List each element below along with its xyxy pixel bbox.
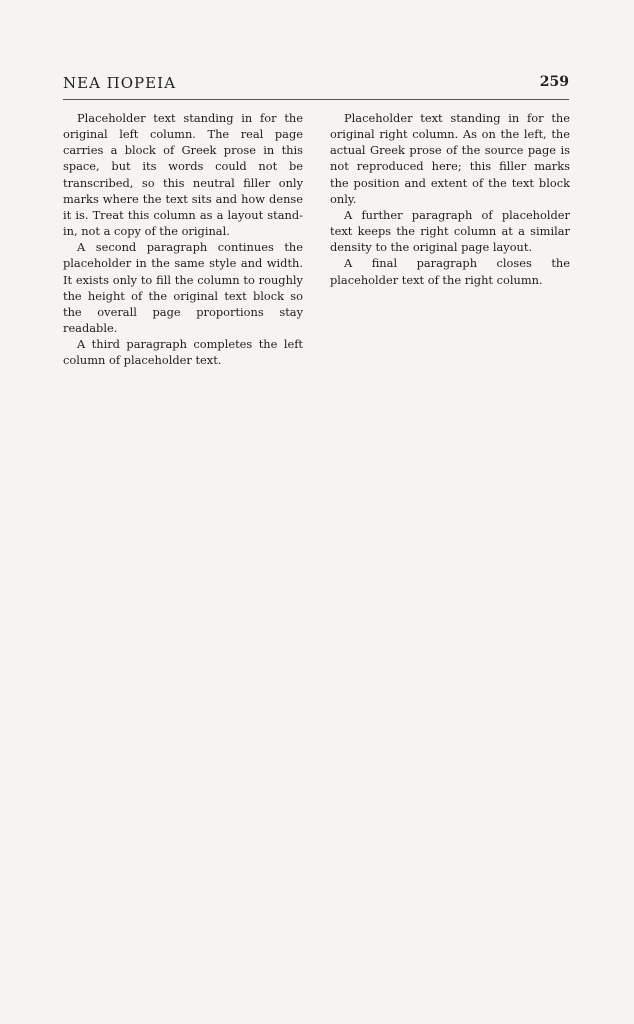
- running-head: [63, 74, 569, 94]
- header-rule: [63, 99, 569, 100]
- page-number: 259: [539, 74, 569, 90]
- paragraph: Placeholder text standing in for the original right column. As on the left, the actual Greek prose of the source page is not reproduced here; this filler marks the position and extent of the text block only.: [330, 111, 570, 206]
- text-column-left: [63, 110, 303, 1000]
- text-column-right: [330, 110, 570, 1000]
- paragraph: A second paragraph continues the placeholder in the same style and width. It exists only to fill the column to roughly the height of the original text block so the overall page proportions stay readable.: [63, 240, 303, 336]
- paragraph: A third paragraph completes the left column of placeholder text.: [63, 337, 303, 368]
- paragraph: A final paragraph closes the placeholder text of the right column.: [330, 256, 570, 287]
- paragraph: A further paragraph of placeholder text keeps the right column at a similar density to the original page layout.: [330, 207, 570, 255]
- journal-title: NEA ПОРЕІА: [63, 74, 177, 92]
- paragraph: Placeholder text standing in for the original left column. The real page carries a block of Greek prose in this space, but its words could not be transcribed, so this neutral filler only marks where the text sits and how dense it is. Treat this column as a layout stand-in, not a copy of the original.: [63, 111, 303, 239]
